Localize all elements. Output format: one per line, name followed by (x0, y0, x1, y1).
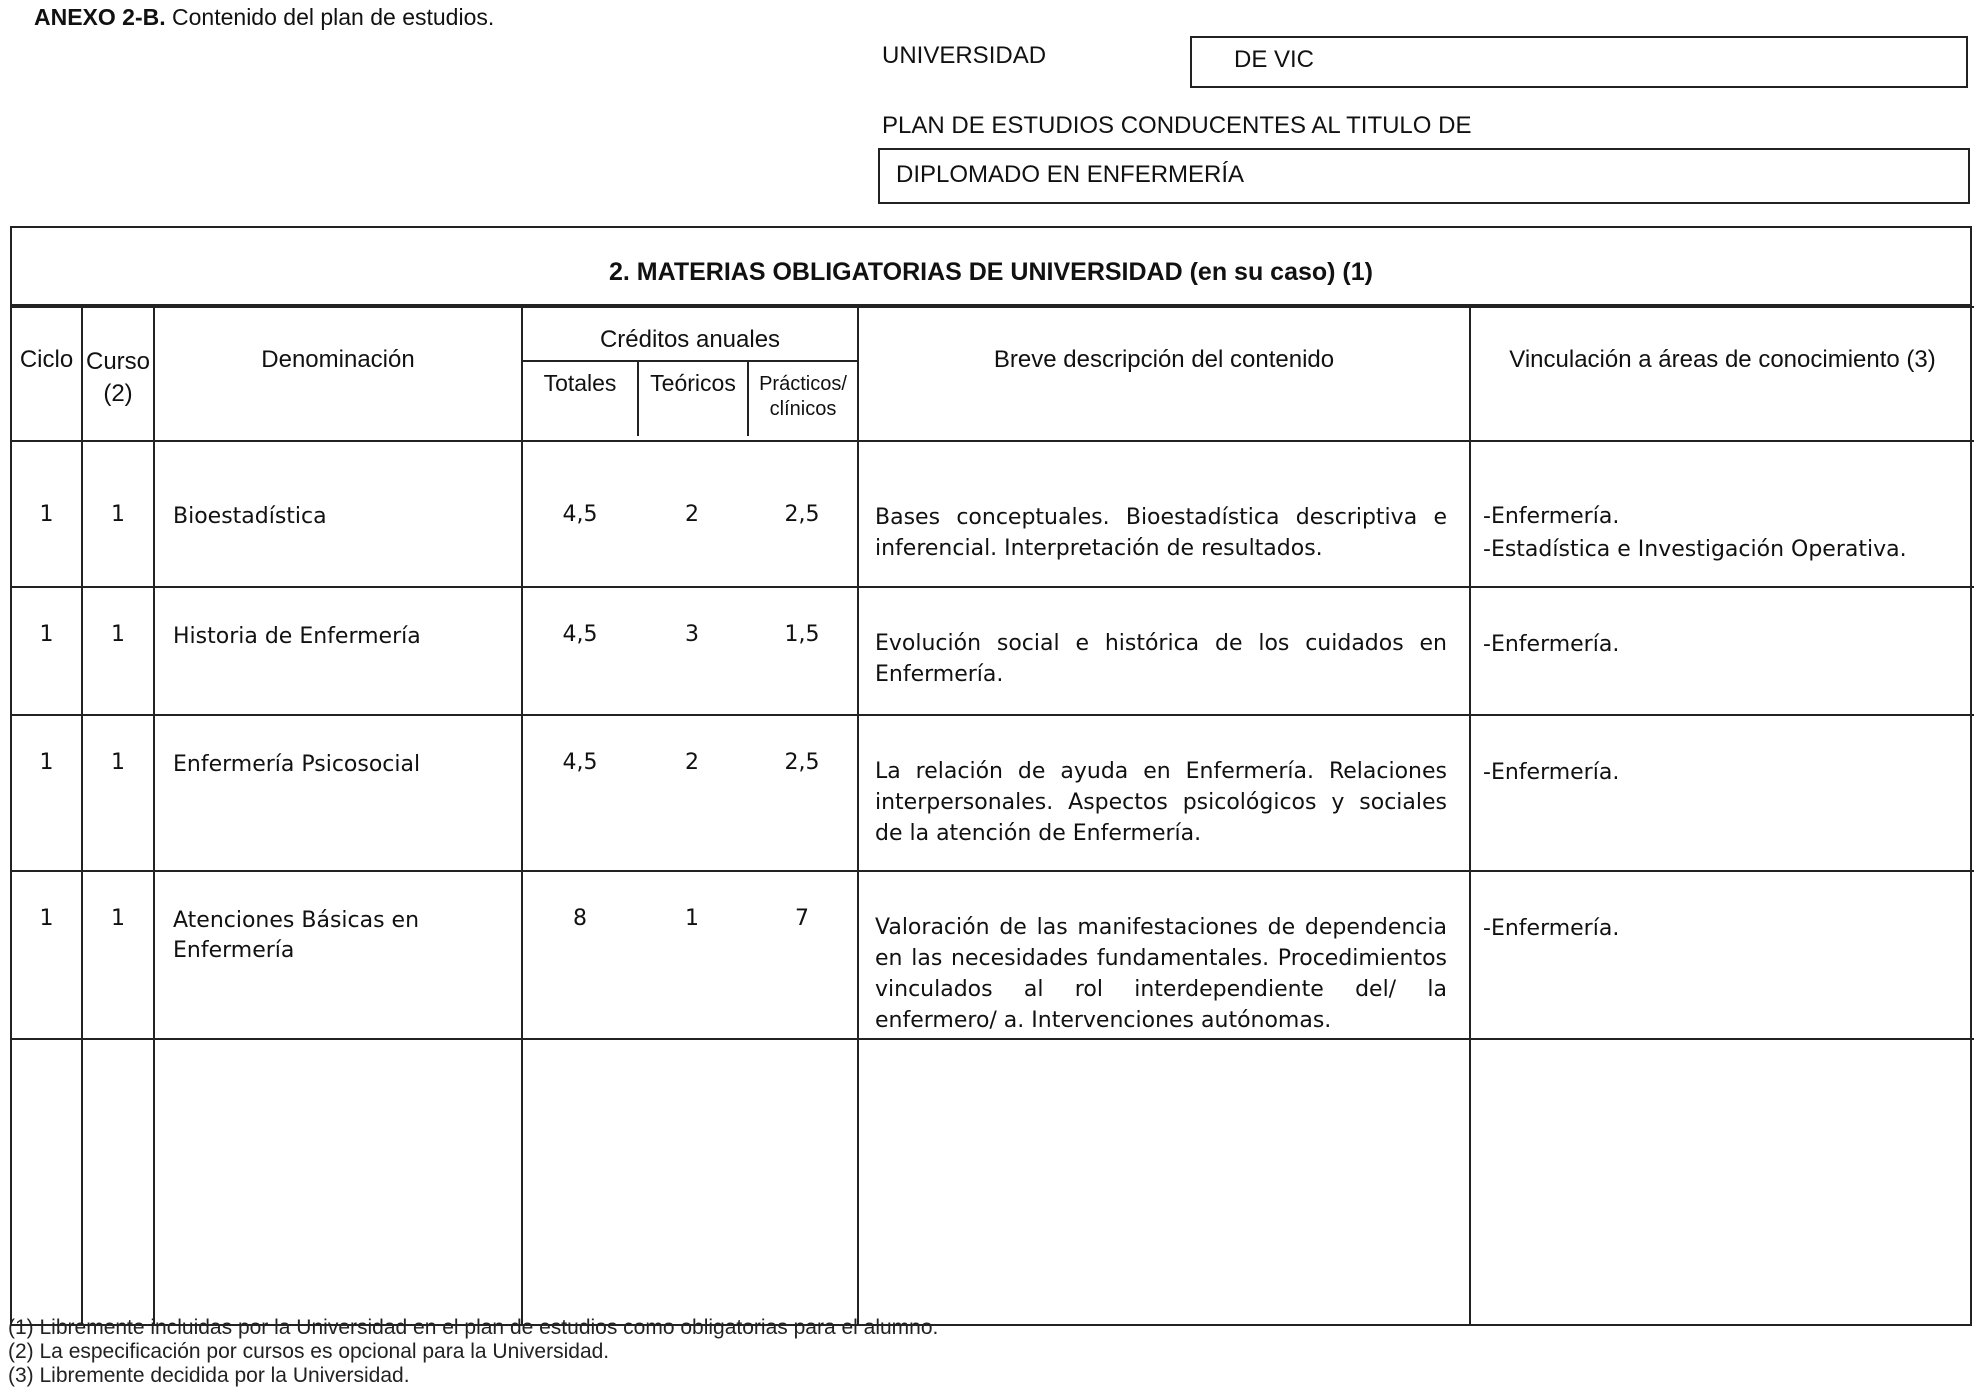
header-curso (82, 307, 154, 441)
cell-curso: 1 (82, 871, 154, 1039)
header-creditos-anuales: Créditos anuales (599, 326, 781, 353)
cell-teoricos: 2 (685, 502, 699, 527)
cell-totales: 8 (573, 906, 587, 931)
cell-descripcion: La relación de ayuda en Enfermería. Relaciones interpersonales. Aspectos psicológicos y sociales de la atención de Enfermería. (858, 715, 1470, 871)
cell-denominacion: Bioestadística (154, 441, 522, 587)
cell-empty (154, 1039, 522, 1325)
area-item: -Enfermería. (1483, 760, 1620, 785)
cell-creditos (522, 587, 858, 715)
cell-empty (82, 1039, 154, 1325)
cell-curso: 1 (82, 587, 154, 715)
cell-vinculacion (1470, 715, 1974, 871)
cell-empty (522, 1039, 858, 1325)
header-vinculacion: Vinculación a áreas de conocimiento (3) (1470, 307, 1974, 441)
cell-totales: 4,5 (562, 622, 598, 647)
table-row (12, 715, 1974, 871)
cell-totales: 4,5 (562, 502, 598, 527)
cell-practicos: 2,5 (784, 750, 820, 775)
cell-creditos (522, 715, 858, 871)
footnote-1: (1) Libremente incluidas por la Universidad en el plan de estudios como obligatorias para el alumno. (8, 1316, 939, 1339)
subjects-grid (12, 306, 1974, 1325)
cell-curso: 1 (82, 441, 154, 587)
header-ciclo: Ciclo (12, 307, 82, 441)
cell-ciclo: 1 (12, 441, 82, 587)
area-item: -Estadística e Investigación Operativa. (1483, 537, 1907, 562)
cell-creditos (522, 871, 858, 1039)
cell-vinculacion (1470, 587, 1974, 715)
cell-empty (1470, 1039, 1974, 1325)
cell-teoricos: 3 (685, 622, 699, 647)
cell-curso: 1 (82, 715, 154, 871)
header-practicos: Prácticos/ clínicos (747, 362, 857, 436)
table-row (12, 587, 1974, 715)
table-row-empty (12, 1039, 1974, 1325)
cell-descripcion: Bases conceptuales. Bioestadística descriptiva e inferencial. Interpretación de resultados. (858, 441, 1470, 587)
header-curso-label: Curso (85, 348, 151, 375)
cell-practicos: 1,5 (784, 622, 820, 647)
cell-creditos (522, 441, 858, 587)
header-creditos-sub (523, 360, 857, 436)
cell-vinculacion (1470, 871, 1974, 1039)
header-teoricos: Teóricos (637, 362, 747, 436)
university-label: UNIVERSIDAD (882, 42, 1047, 69)
footnote-3: (3) Libremente decidida por la Universidad. (8, 1364, 410, 1387)
header-creditos (522, 307, 858, 441)
area-item: -Enfermería. (1483, 504, 1620, 529)
header-row (12, 307, 1974, 441)
cell-empty (858, 1039, 1470, 1325)
cell-denominacion: Atenciones Básicas en Enfermería (154, 871, 522, 1039)
header-curso-note: (2) (103, 380, 133, 407)
university-field: DE VIC (1190, 36, 1968, 88)
header-descripcion: Breve descripción del contenido (858, 307, 1470, 441)
cell-ciclo: 1 (12, 871, 82, 1039)
cell-ciclo: 1 (12, 715, 82, 871)
cell-denominacion: Enfermería Psicosocial (154, 715, 522, 871)
cell-ciclo: 1 (12, 587, 82, 715)
cell-totales: 4,5 (562, 750, 598, 775)
cell-denominacion: Historia de Enfermería (154, 587, 522, 715)
degree-field: DIPLOMADO EN ENFERMERÍA (878, 148, 1970, 204)
plan-label: PLAN DE ESTUDIOS CONDUCENTES AL TITULO DE (882, 112, 1472, 139)
annex-label: ANEXO 2-B. (34, 4, 166, 30)
cell-practicos: 7 (795, 906, 809, 931)
table-title: 2. MATERIAS OBLIGATORIAS DE UNIVERSIDAD (en su caso) (1) (12, 228, 1970, 306)
footnotes (8, 1316, 938, 1388)
header-denominacion: Denominación (154, 307, 522, 441)
cell-practicos: 2,5 (784, 502, 820, 527)
table-row (12, 871, 1974, 1039)
annex-text: Contenido del plan de estudios. (172, 4, 495, 30)
area-item: -Enfermería. (1483, 632, 1620, 657)
cell-vinculacion (1470, 441, 1974, 587)
cell-descripcion: Evolución social e histórica de los cuidados en Enfermería. (858, 587, 1470, 715)
materias-table (10, 226, 1972, 1326)
cell-teoricos: 2 (685, 750, 699, 775)
annex-heading (34, 4, 494, 31)
area-item: -Enfermería. (1483, 916, 1620, 941)
cell-descripcion: Valoración de las manifestaciones de dependencia en las necesidades fundamentales. Procedimientos vinculados al rol interdependiente del/ la enfermero/ a. Intervenciones autónomas. (858, 871, 1470, 1039)
cell-teoricos: 1 (685, 906, 699, 931)
cell-empty (12, 1039, 82, 1325)
table-row (12, 441, 1974, 587)
footnote-2: (2) La especificación por cursos es opcional para la Universidad. (8, 1340, 610, 1363)
header-totales: Totales (543, 370, 617, 396)
